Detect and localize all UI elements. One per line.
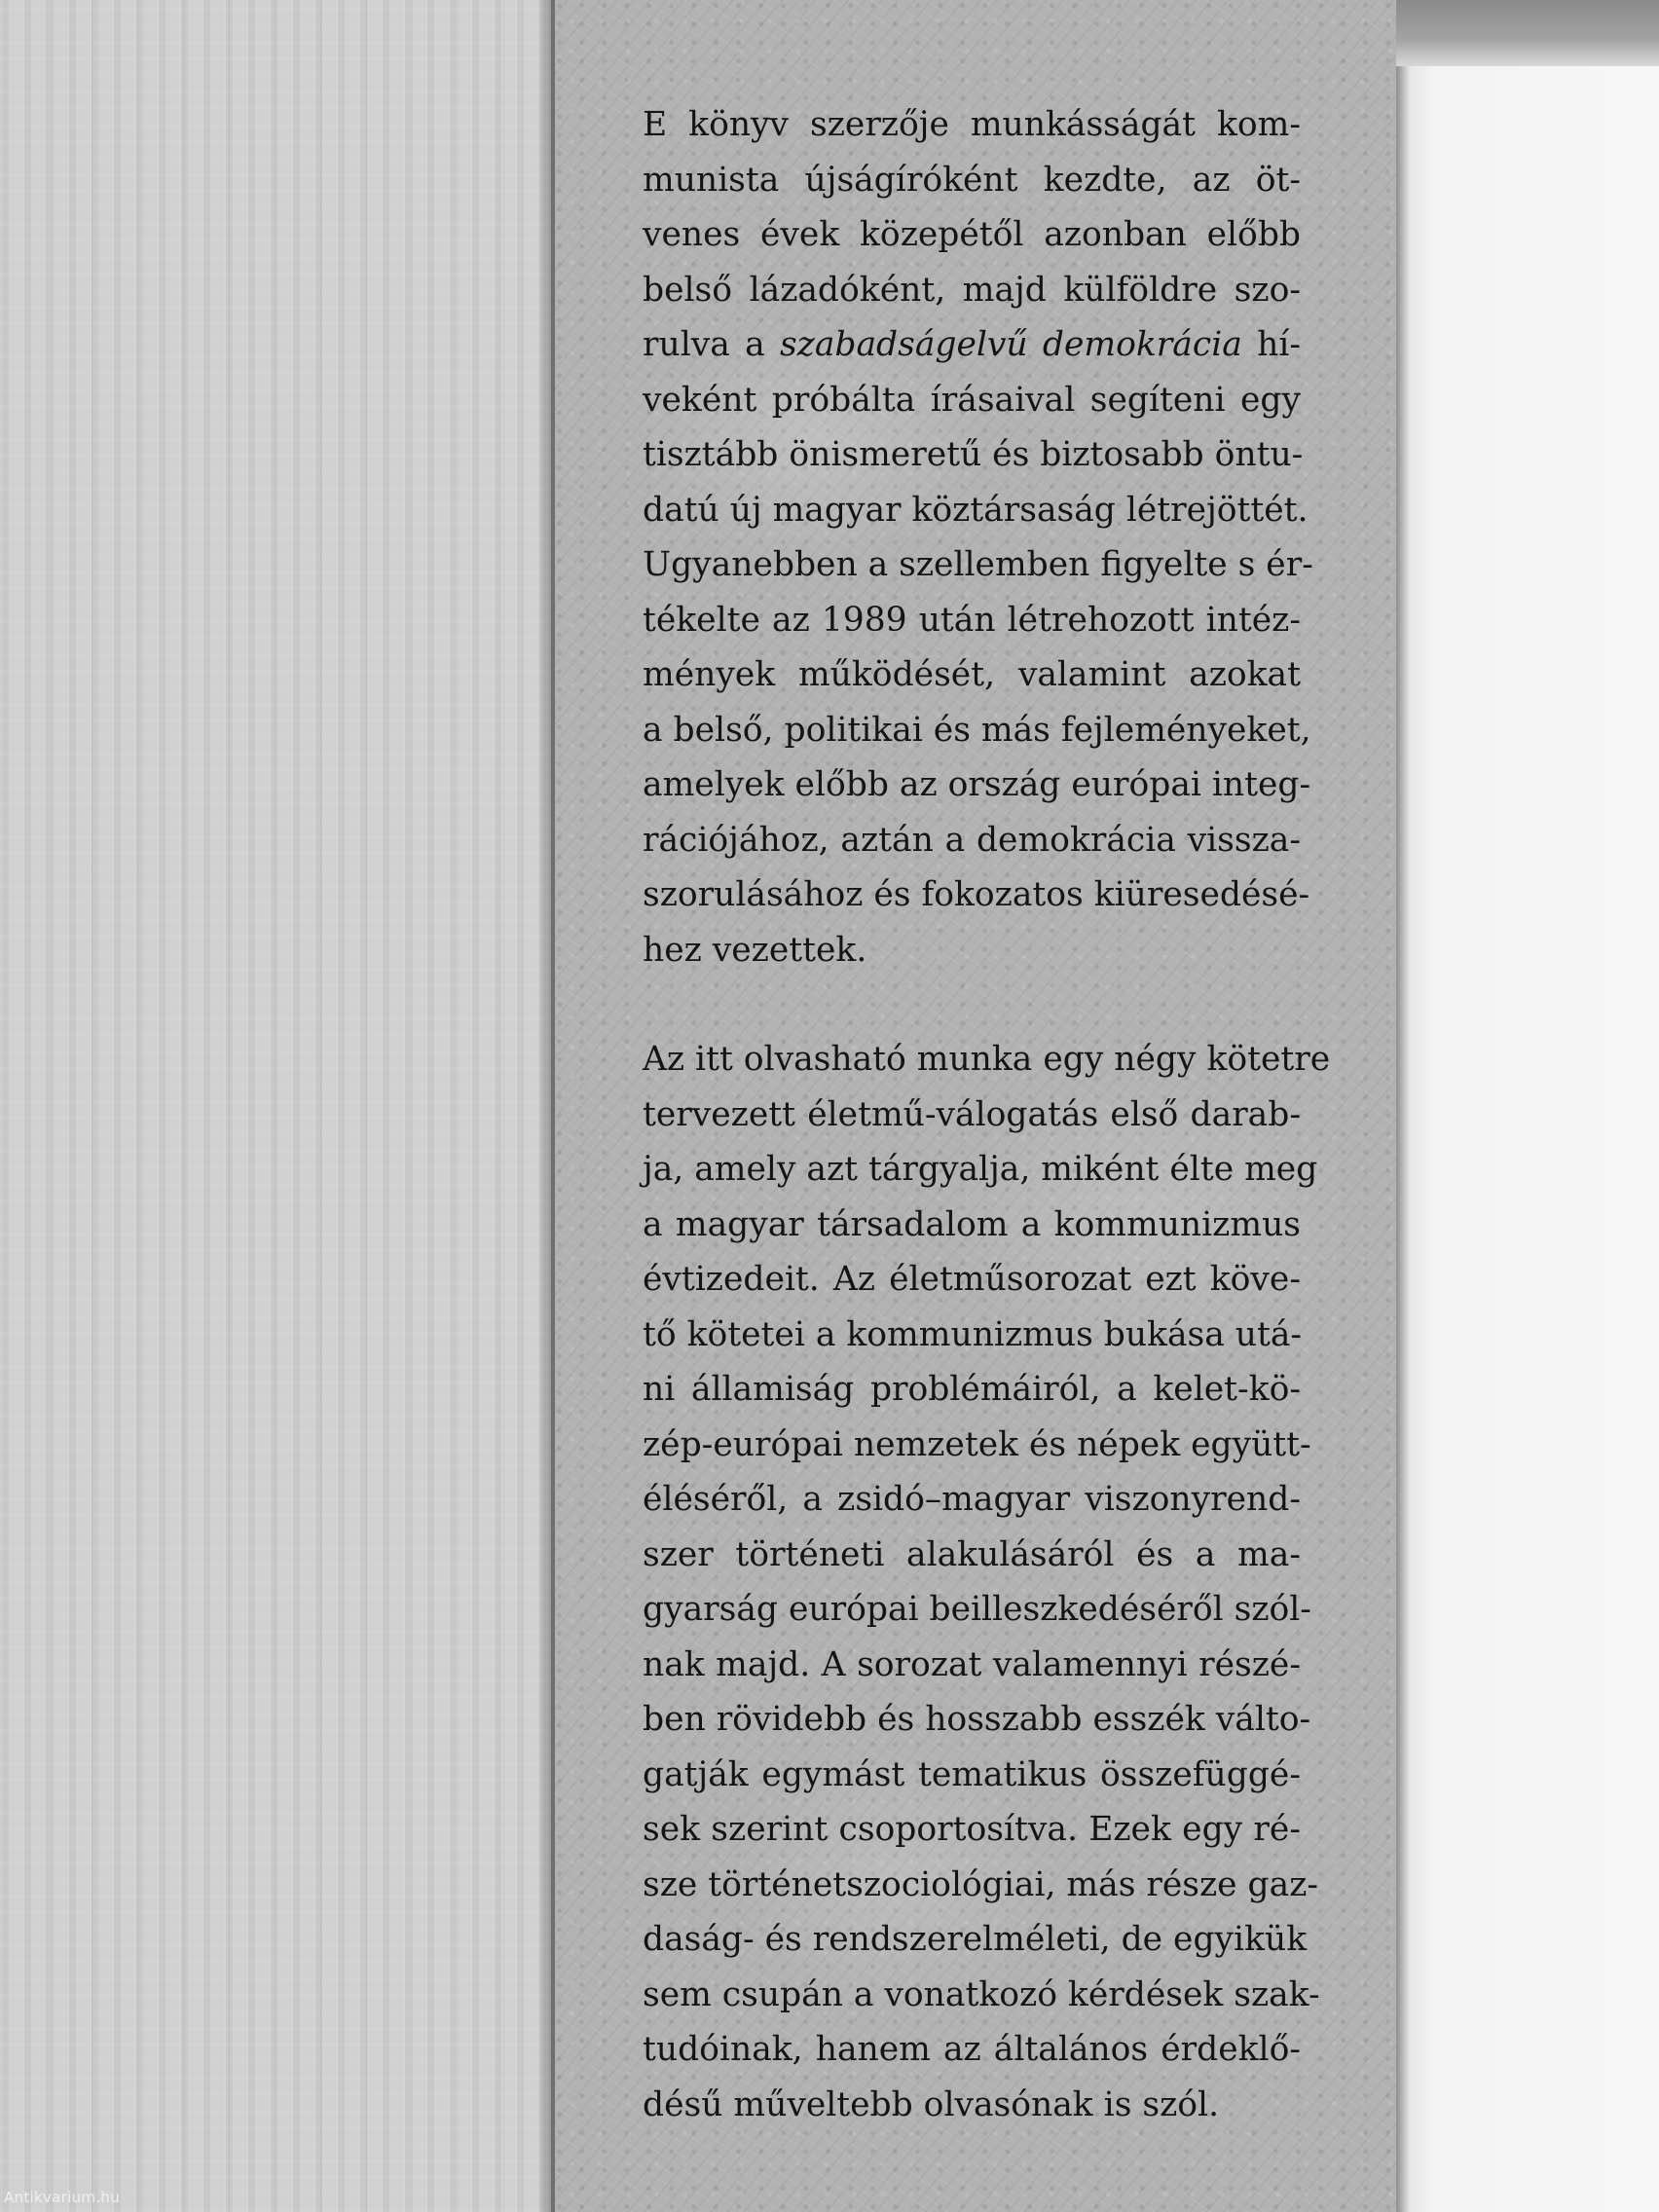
text-line-with-italic	[643, 317, 1301, 373]
text-line: a belső, politikai és más fejleményeket,	[643, 710, 1311, 750]
text-line: datú új magyar köztársaság létrejöttét.	[643, 490, 1309, 530]
table-background	[0, 0, 551, 2212]
text-line: nak majd. A sorozat valamennyi részé-	[643, 1644, 1301, 1684]
text-line: Az itt olvasható munka egy négy kötetre	[643, 1040, 1331, 1079]
text-line: Ugyanebben a szellemben figyelte s ér-	[643, 545, 1313, 584]
text-line: tő kötetei a kommunizmus bukása utá-	[643, 1314, 1303, 1354]
right-page-top-edge	[1396, 0, 1659, 66]
text-line: rációjához, aztán a demokrácia vissza-	[643, 820, 1301, 860]
text-line: hez vezettek.	[643, 930, 867, 970]
text-segment: hí-	[1241, 325, 1301, 364]
text-line: tisztább önismeretű és biztosabb öntu-	[643, 435, 1304, 474]
text-line: mények működését, valamint azokat	[643, 655, 1301, 694]
text-line: daság- és rendszerelméleti, de egyikük	[643, 1920, 1308, 1959]
text-line: tékelte az 1989 után létrehozott intéz-	[643, 600, 1301, 640]
text-line: ni államiság problémáiról, a kelet-kö-	[643, 1370, 1301, 1409]
italic-phrase: szabadságelvű demokrácia	[779, 325, 1242, 364]
text-line: venes évek közepétől azonban előbb	[643, 215, 1301, 254]
text-line: tudóinak, hanem az általános érdeklő-	[643, 2030, 1301, 2069]
text-line: E könyv szerzője munkásságát kom-	[643, 105, 1301, 144]
text-line: ben rövidebb és hosszabb esszék válto-	[643, 1700, 1311, 1739]
text-line: munista újságíróként kezdte, az öt-	[643, 160, 1301, 200]
text-line: belső lázadóként, majd külföldre szo-	[643, 270, 1301, 310]
right-page	[1396, 0, 1659, 2212]
text-line: szorulásához és fokozatos kiüresedésé-	[643, 875, 1310, 914]
watermark: Antikvarium.hu	[4, 2189, 121, 2206]
blurb-paragraph-1	[643, 97, 1313, 977]
text-segment: rulva a	[643, 325, 780, 364]
text-line: ja, amely azt tárgyalja, miként élte meg	[643, 1150, 1318, 1189]
text-line: szer történeti alakulásáról és a ma-	[643, 1534, 1301, 1574]
text-line: sze történetszociológiai, más része gaz-	[643, 1864, 1319, 1904]
text-line: tervezett életmű-válogatás első darab-	[643, 1094, 1301, 1134]
text-line: désű műveltebb olvasónak is szól.	[643, 2084, 1220, 2124]
blurb-paragraph-2	[643, 1032, 1331, 2132]
text-line: gatják egymást tematikus összefüggé-	[643, 1754, 1301, 1794]
text-line: sem csupán a vonatkozó kérdések szak-	[643, 1974, 1320, 2014]
text-line: sek szerint csoportosítva. Ezek egy ré-	[643, 1810, 1301, 1849]
text-line: éléséről, a zsidó–magyar viszonyrend-	[643, 1480, 1301, 1519]
text-line: zép-európai nemzetek és népek együtt-	[643, 1424, 1311, 1464]
text-line: a magyar társadalom a kommunizmus	[643, 1204, 1301, 1244]
text-line: évtizedeit. Az életműsorozat ezt köve-	[643, 1260, 1301, 1299]
text-line: veként próbálta írásaival segíteni egy	[643, 380, 1301, 420]
blurb-text	[643, 97, 1331, 2132]
text-line: gyarság európai beilleszkedéséről szól-	[643, 1590, 1311, 1629]
text-line: amelyek előbb az ország európai integ-	[643, 765, 1311, 804]
